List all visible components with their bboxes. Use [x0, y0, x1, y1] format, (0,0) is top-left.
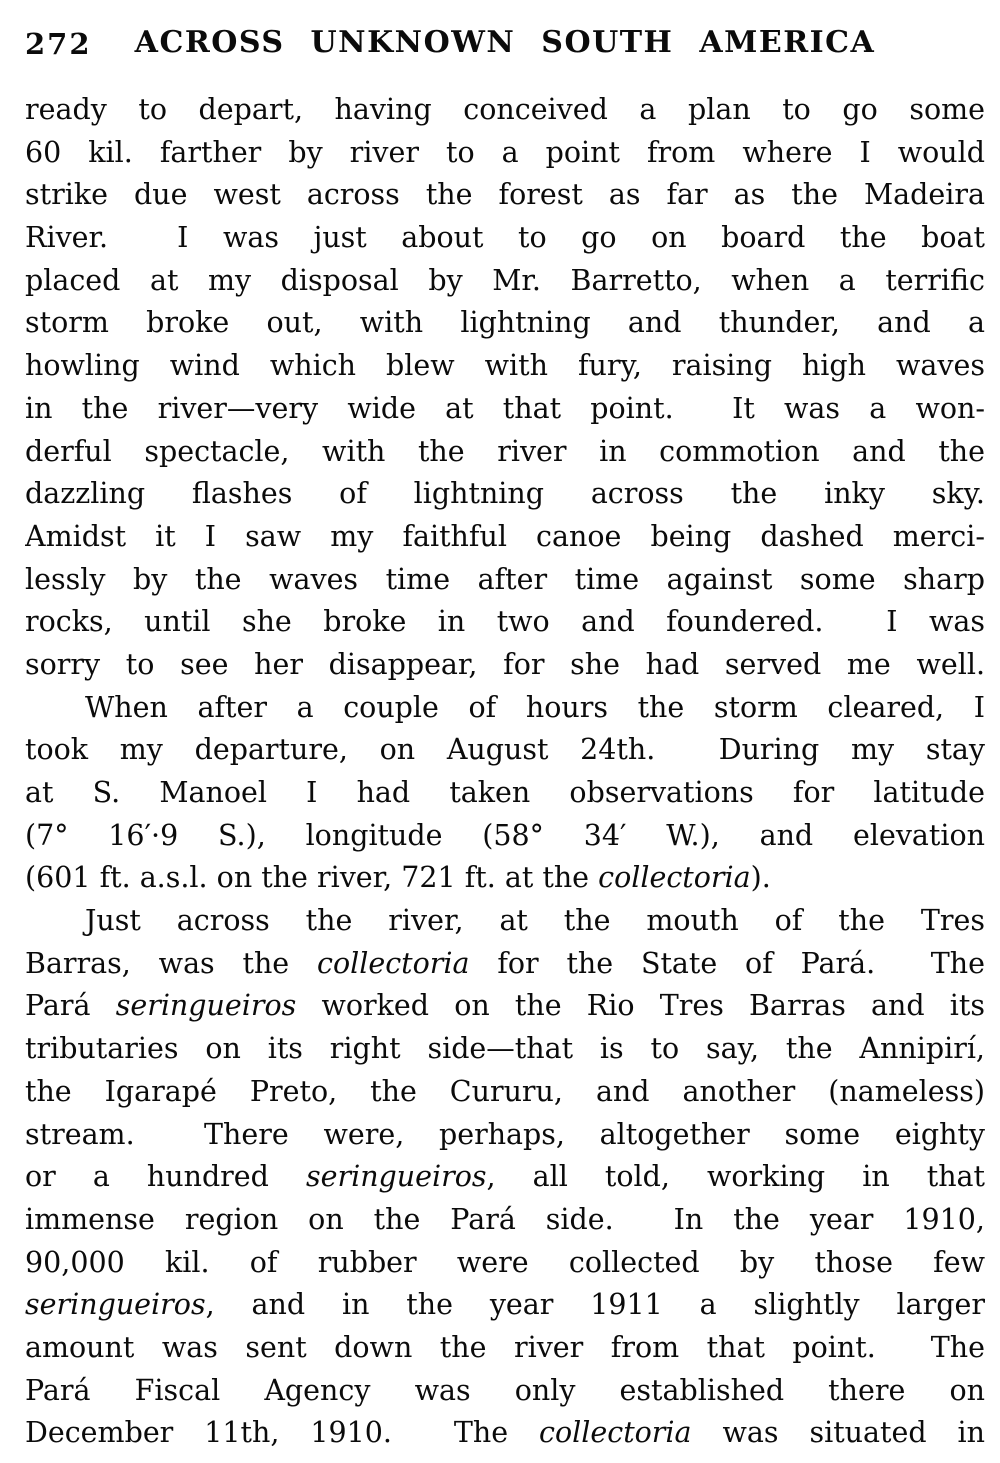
italic-text: collectoria	[539, 1416, 692, 1450]
italic-text: collectoria	[316, 946, 470, 980]
text-segment: was situated in	[691, 1416, 985, 1450]
text-line	[25, 1156, 985, 1199]
text-segment: sorry to see her disappear, for she had served me well.	[25, 647, 985, 681]
italic-text: seringueiros	[25, 1288, 206, 1322]
text-line	[25, 174, 985, 217]
text-segment: December 11th, 1910. The	[25, 1416, 540, 1450]
page-number: 272	[25, 27, 92, 61]
text-segment: dazzling flashes of lightning across the inky sky.	[25, 477, 985, 511]
text-segment: amount was sent down the river from that point. The	[25, 1330, 985, 1364]
text-segment: worked on the Rio Tres Barras and its	[296, 989, 985, 1023]
text-line	[25, 1327, 985, 1370]
text-line	[25, 217, 985, 260]
text-line	[25, 1412, 985, 1455]
text-segment: Barras, was the	[25, 946, 317, 980]
running-header	[25, 25, 985, 69]
italic-text: seringueiros	[115, 989, 297, 1023]
text-segment: Just across the river, at the mouth of the Tres	[85, 904, 985, 938]
text-segment: derful spectacle, with the river in commotion and the	[25, 434, 985, 468]
text-line	[25, 772, 985, 815]
text-line	[25, 132, 985, 175]
text-line	[25, 857, 985, 900]
text-line	[25, 943, 985, 986]
text-segment: for the State of Pará. The	[469, 946, 985, 980]
text-segment: , and in the year 1911 a slightly larger	[205, 1288, 985, 1322]
text-line	[25, 89, 985, 132]
italic-text: seringueiros	[305, 1160, 487, 1194]
page-body	[25, 89, 985, 1455]
text-segment: howling wind which blew with fury, raising high waves	[25, 349, 985, 383]
running-title: ACROSS UNKNOWN SOUTH AMERICA	[134, 25, 876, 60]
text-line	[25, 601, 985, 644]
italic-text: collectoria	[598, 861, 751, 895]
text-segment: lessly by the waves time after time against some sharp	[25, 562, 985, 596]
text-segment: in the river—very wide at that point. It was a won-	[25, 391, 985, 425]
text-segment: (7° 16′·9 S.), longitude (58° 34′ W.), and elevation	[25, 818, 985, 852]
text-segment: immense region on the Pará side. In the year 1910,	[25, 1202, 985, 1236]
text-segment: placed at my disposal by Mr. Barretto, when a terrific	[25, 263, 985, 297]
text-line	[25, 1242, 985, 1285]
text-line	[25, 1114, 985, 1157]
text-segment: took my departure, on August 24th. During my stay	[25, 733, 985, 767]
text-segment: storm broke out, with lightning and thunder, and a	[25, 306, 985, 340]
text-segment: (601 ft. a.s.l. on the river, 721 ft. at the	[25, 861, 599, 895]
text-segment: or a hundred	[25, 1160, 306, 1194]
text-segment: 60 kil. farther by river to a point from where I would	[25, 135, 985, 169]
text-segment: 90,000 kil. of rubber were collected by those few	[25, 1245, 985, 1279]
text-segment: When after a couple of hours the storm cleared, I	[85, 690, 985, 724]
text-line	[25, 687, 985, 730]
text-segment: rocks, until she broke in two and foundered. I was	[25, 605, 985, 639]
text-segment: Pará	[25, 989, 116, 1023]
text-segment: River. I was just about to go on board the boat	[25, 221, 985, 255]
text-segment: at S. Manoel I had taken observations for latitude	[25, 776, 985, 809]
text-segment: ready to depart, having conceived a plan to go some	[25, 93, 985, 126]
text-line	[25, 1071, 985, 1114]
text-segment: ).	[750, 861, 771, 895]
text-line	[25, 302, 985, 345]
text-line	[25, 815, 985, 858]
text-segment: strike due west across the forest as far as the Madeira	[25, 178, 985, 212]
text-segment: Amidst it I saw my faithful canoe being dashed merci-	[25, 519, 985, 553]
text-line	[25, 345, 985, 388]
text-line	[25, 473, 985, 516]
text-segment: the Igarapé Preto, the Cururu, and another (nameless)	[25, 1074, 985, 1108]
text-segment: Pará Fiscal Agency was only established there on	[25, 1373, 985, 1407]
text-line	[25, 1028, 985, 1071]
text-line	[25, 1199, 985, 1242]
text-line	[25, 431, 985, 474]
text-line	[25, 729, 985, 772]
text-segment: tributaries on its right side—that is to say, the Annipirí,	[25, 1032, 985, 1066]
text-line	[25, 388, 985, 431]
text-segment: stream. There were, perhaps, altogether some eighty	[25, 1117, 985, 1151]
text-line	[25, 1370, 985, 1413]
text-line	[25, 516, 985, 559]
text-line	[25, 260, 985, 303]
text-segment: , all told, working in that	[486, 1160, 985, 1194]
text-line	[25, 559, 985, 602]
text-line	[25, 900, 985, 943]
text-line	[25, 644, 985, 687]
text-line	[25, 1284, 985, 1327]
text-line	[25, 985, 985, 1028]
